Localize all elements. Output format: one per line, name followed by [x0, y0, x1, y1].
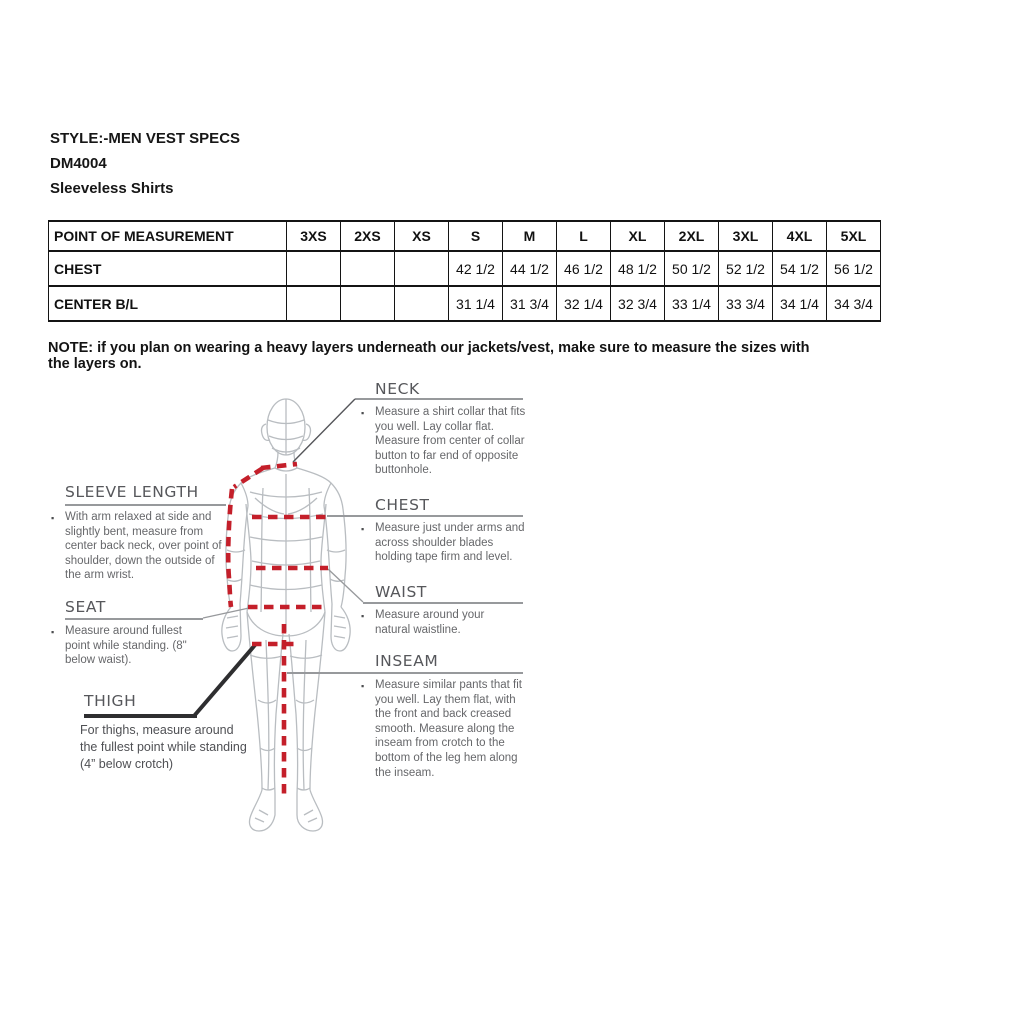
- bullet-icon: ▪: [361, 681, 365, 691]
- table-cell: [395, 286, 449, 321]
- seat-connector-line: [203, 608, 249, 618]
- column-header: 3XS: [287, 221, 341, 251]
- diagram-label-seat: [51, 598, 187, 667]
- table-cell: 32 1/4: [557, 286, 611, 321]
- row-label: CHEST: [49, 251, 287, 286]
- table-cell: [395, 251, 449, 286]
- seat-desc: Measure around fullest point while standing. (8" below waist).: [65, 625, 187, 667]
- neck-connector-line: [293, 399, 355, 462]
- waist-title: WAIST: [375, 583, 427, 601]
- table-cell: 34 1/4: [773, 286, 827, 321]
- diagram-label-chest: [361, 496, 525, 564]
- table-cell: 31 3/4: [503, 286, 557, 321]
- sleeve-measure-line-shoulder: [234, 468, 263, 487]
- waist-desc: Measure around your natural waistline.: [375, 609, 485, 636]
- column-header: 5XL: [827, 221, 881, 251]
- diagram-label-neck: [361, 380, 526, 477]
- column-header: 2XL: [665, 221, 719, 251]
- column-header: L: [557, 221, 611, 251]
- thigh-title: THIGH: [84, 692, 137, 710]
- column-header: XS: [395, 221, 449, 251]
- inseam-desc: Measure similar pants that fit you well. Lay them flat, with the front and back creased smooth. Measure along the inseam from crotch to the bottom of the leg hem along the inseam.: [375, 679, 523, 779]
- table-cell: 32 3/4: [611, 286, 665, 321]
- style-title: STYLE:-MEN VEST SPECS: [50, 130, 241, 147]
- note-text: NOTE: if you plan on wearing a heavy layers underneath our jackets/vest, make sure to measure the sizes with the layers on.: [48, 340, 810, 372]
- diagram-label-waist: [361, 583, 485, 636]
- table-cell: 48 1/2: [611, 251, 665, 286]
- size-spec-table: [48, 220, 881, 322]
- thigh-connector-line: [194, 645, 255, 716]
- table-cell: 54 1/2: [773, 251, 827, 286]
- chest-desc: Measure just under arms and across shoulder blades holding tape firm and level.: [375, 522, 525, 564]
- table-cell: 42 1/2: [449, 251, 503, 286]
- column-header: 3XL: [719, 221, 773, 251]
- table-cell: 46 1/2: [557, 251, 611, 286]
- model-number: DM4004: [50, 155, 107, 172]
- neck-title: NECK: [375, 380, 420, 398]
- table-cell: [287, 251, 341, 286]
- sleeve-length-title: SLEEVE LENGTH: [65, 483, 199, 501]
- seat-title: SEAT: [65, 598, 106, 616]
- table-cell: 31 1/4: [449, 286, 503, 321]
- table-cell: 52 1/2: [719, 251, 773, 286]
- chest-title: CHEST: [375, 496, 430, 514]
- bullet-icon: ▪: [361, 524, 365, 534]
- diagram-label-inseam: [361, 652, 523, 779]
- column-header: M: [503, 221, 557, 251]
- table-cell: 56 1/2: [827, 251, 881, 286]
- table-cell: 33 1/4: [665, 286, 719, 321]
- inseam-title: INSEAM: [375, 652, 439, 670]
- table-cell: 34 3/4: [827, 286, 881, 321]
- column-header: S: [449, 221, 503, 251]
- diagram-label-thigh: [80, 692, 247, 771]
- bullet-icon: ▪: [361, 408, 365, 418]
- sleeve-length-desc: With arm relaxed at side and slightly bent, measure from center back neck, over point of shoulder, down the outside of the arm wrist.: [65, 511, 222, 582]
- bullet-icon: ▪: [361, 611, 365, 621]
- table-row-center-bl: [49, 286, 881, 321]
- table-row-chest: [49, 251, 881, 286]
- bullet-icon: ▪: [51, 513, 55, 523]
- bullet-icon: ▪: [51, 627, 55, 637]
- table-cell: [287, 286, 341, 321]
- neck-desc: Measure a shirt collar that fits you well. Lay collar flat. Measure from center of collar button to far end of opposite buttonhole.: [375, 406, 526, 477]
- column-header: XL: [611, 221, 665, 251]
- neck-measure-line: [261, 464, 297, 468]
- sleeve-measure-line-arm: [228, 489, 232, 607]
- table-cell: 44 1/2: [503, 251, 557, 286]
- table-cell: 33 3/4: [719, 286, 773, 321]
- thigh-desc: For thighs, measure around the fullest point while standing (4” below crotch): [80, 723, 247, 771]
- document-header: [50, 126, 240, 201]
- column-header: 4XL: [773, 221, 827, 251]
- table-cell: [341, 286, 395, 321]
- product-type: Sleeveless Shirts: [50, 180, 174, 197]
- diagram-label-sleeve-length: [51, 483, 222, 582]
- table-header-row: [49, 221, 881, 251]
- row-label: CENTER B/L: [49, 286, 287, 321]
- column-header: 2XS: [341, 221, 395, 251]
- table-cell: [341, 251, 395, 286]
- table-cell: 50 1/2: [665, 251, 719, 286]
- column-header: POINT OF MEASUREMENT: [49, 221, 287, 251]
